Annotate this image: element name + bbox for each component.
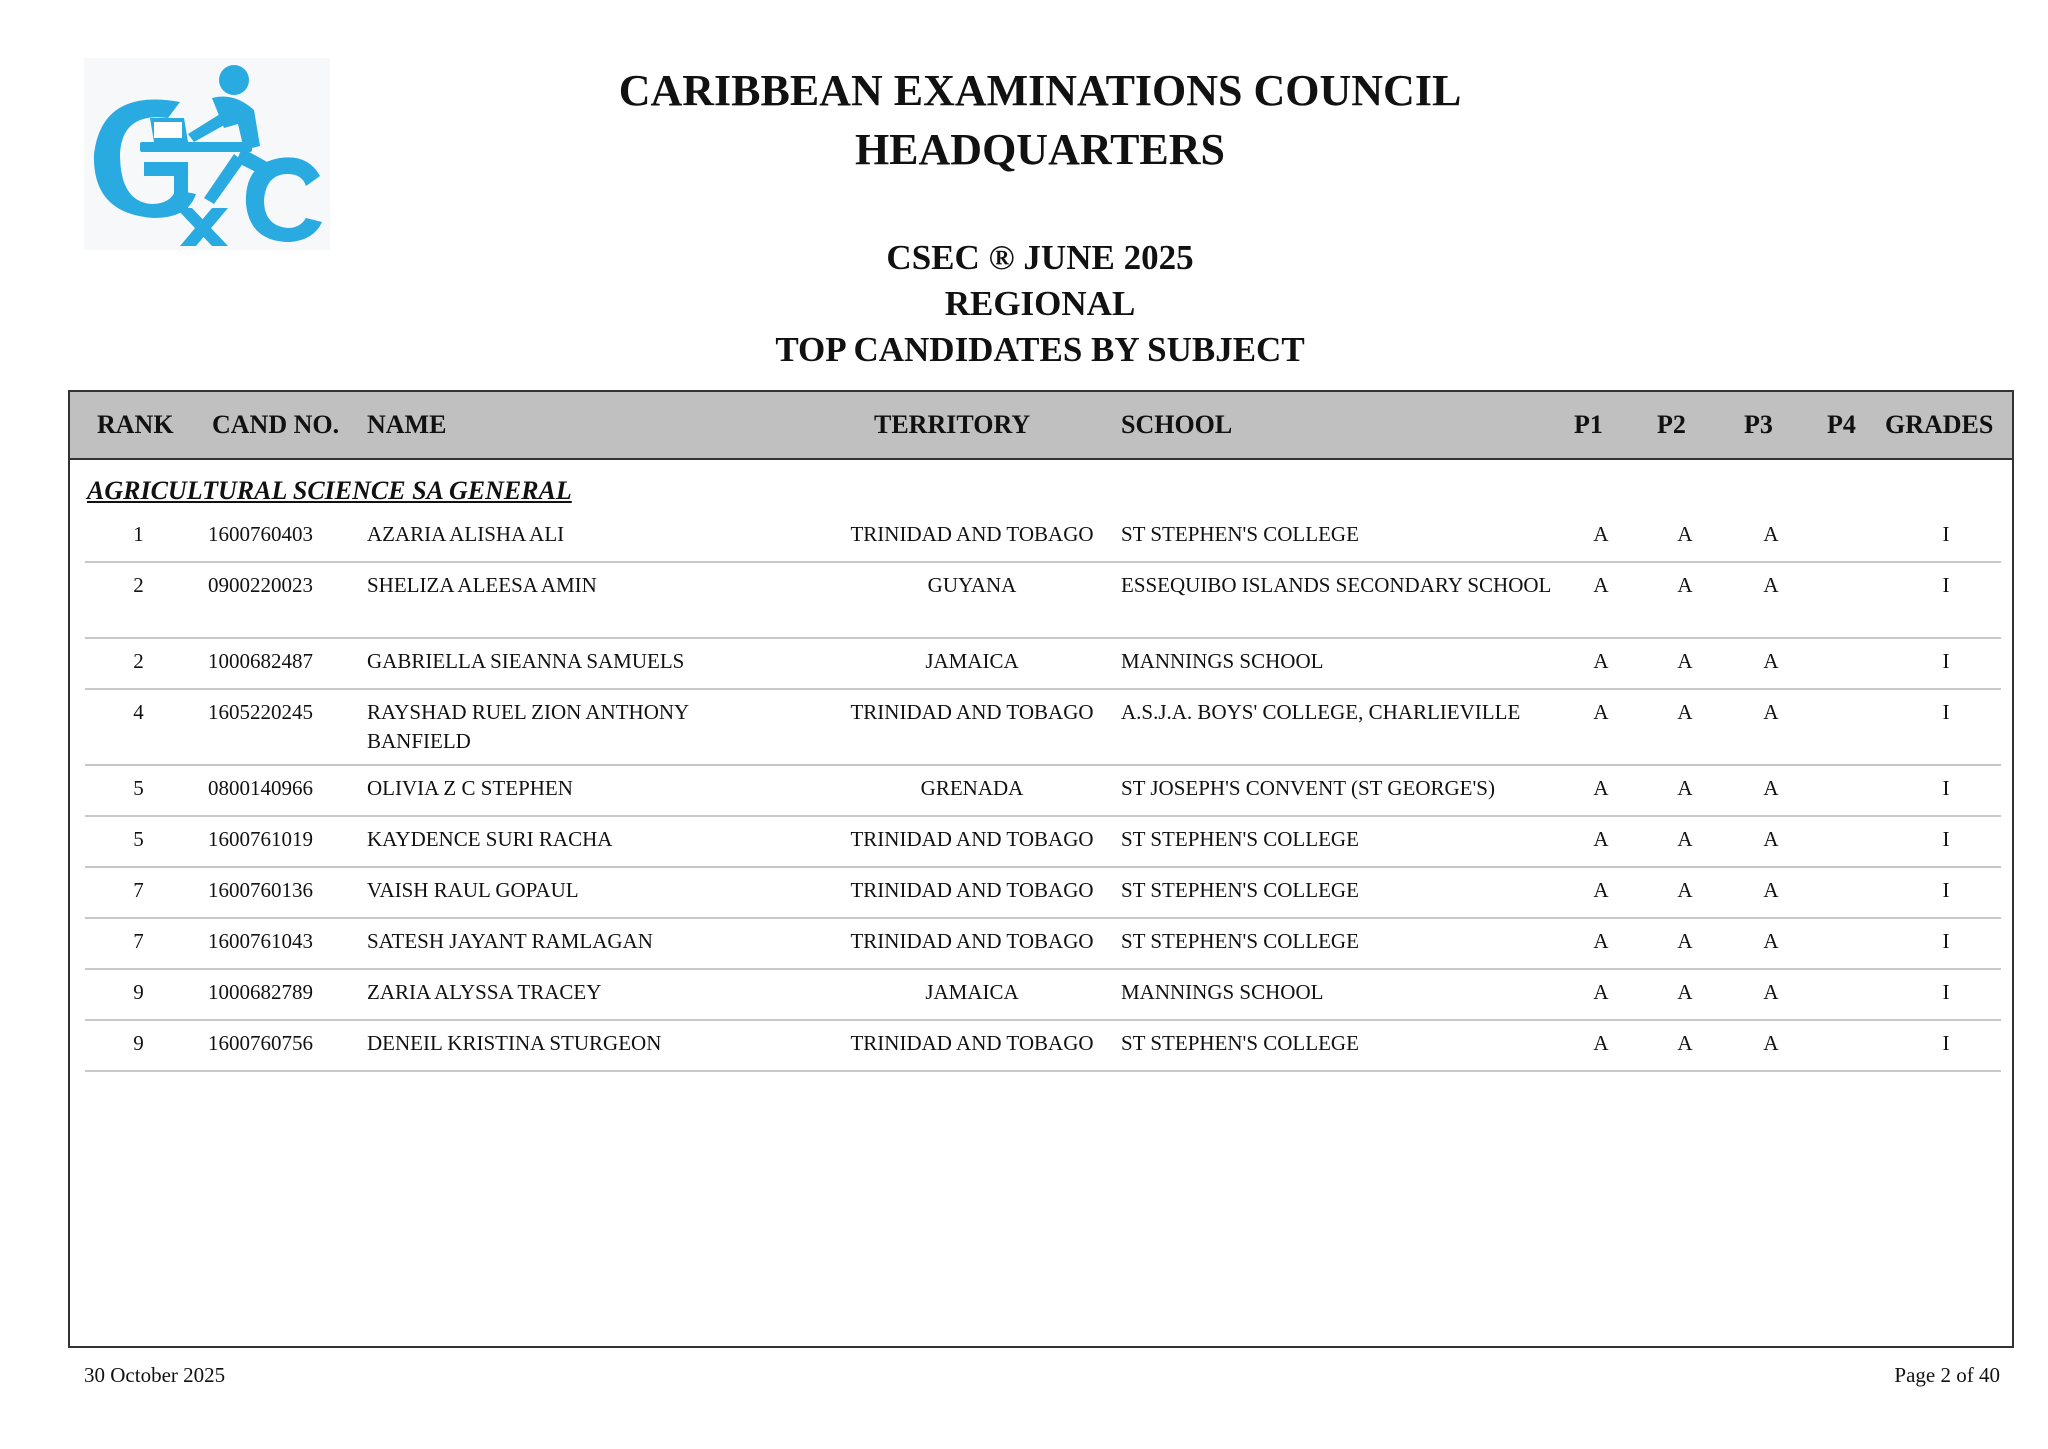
cell-rank: 2 bbox=[133, 649, 144, 673]
col-p3: P3 bbox=[1744, 410, 1773, 439]
cell-p3: A bbox=[1763, 980, 1779, 1004]
cell-p3: A bbox=[1763, 573, 1779, 597]
cell-cand-no: 1600760136 bbox=[208, 878, 313, 902]
cell-grade: I bbox=[1942, 649, 1950, 673]
org-title: CARIBBEAN EXAMINATIONS COUNCIL bbox=[618, 66, 1462, 115]
cell-p3: A bbox=[1763, 1031, 1779, 1055]
cell-p2: A bbox=[1677, 929, 1693, 953]
cell-cand-no: 0900220023 bbox=[208, 573, 313, 597]
cell-territory: TRINIDAD AND TOBAGO bbox=[850, 929, 1094, 953]
cell-school: ST STEPHEN'S COLLEGE bbox=[1121, 522, 1359, 546]
cell-grade: I bbox=[1942, 700, 1950, 724]
cell-name: GABRIELLA SIEANNA SAMUELS bbox=[367, 649, 685, 673]
cell-school: MANNINGS SCHOOL bbox=[1121, 649, 1324, 673]
table-row bbox=[85, 868, 2001, 919]
cell-name: RAYSHAD RUEL ZION ANTHONY BANFIELD bbox=[367, 700, 689, 753]
cell-p3: A bbox=[1763, 700, 1779, 724]
cell-school: A.S.J.A. BOYS' COLLEGE, CHARLIEVILLE bbox=[1121, 700, 1521, 724]
cell-name: AZARIA ALISHA ALI bbox=[367, 522, 565, 546]
cell-p2: A bbox=[1677, 522, 1693, 546]
cell-grade: I bbox=[1942, 929, 1950, 953]
cell-grade: I bbox=[1942, 980, 1950, 1004]
cell-name: ZARIA ALYSSA TRACEY bbox=[367, 980, 602, 1004]
results-table bbox=[68, 390, 2014, 1348]
cell-p2: A bbox=[1677, 980, 1693, 1004]
table-row bbox=[85, 766, 2001, 817]
cell-p2: A bbox=[1677, 573, 1693, 597]
cell-grade: I bbox=[1942, 776, 1950, 800]
cell-territory: TRINIDAD AND TOBAGO bbox=[850, 700, 1094, 724]
cell-school: ST STEPHEN'S COLLEGE bbox=[1121, 929, 1359, 953]
cell-p1: A bbox=[1593, 700, 1609, 724]
subject-heading: AGRICULTURAL SCIENCE SA GENERAL bbox=[87, 476, 572, 505]
page-number: Page 2 of 40 bbox=[1894, 1363, 2000, 1387]
table-row bbox=[85, 563, 2001, 639]
cell-p3: A bbox=[1763, 522, 1779, 546]
cell-p3: A bbox=[1763, 827, 1779, 851]
cell-rank: 7 bbox=[133, 878, 144, 902]
table-row bbox=[85, 919, 2001, 970]
scope-title: REGIONAL bbox=[944, 284, 1136, 323]
cell-school: ST JOSEPH'S CONVENT (ST GEORGE'S) bbox=[1121, 776, 1495, 800]
cell-p1: A bbox=[1593, 573, 1609, 597]
cell-rank: 9 bbox=[133, 1031, 144, 1055]
table-row bbox=[85, 1021, 2001, 1072]
cell-p2: A bbox=[1677, 878, 1693, 902]
cell-cand-no: 1600760403 bbox=[208, 522, 313, 546]
cell-rank: 9 bbox=[133, 980, 144, 1004]
cell-territory: TRINIDAD AND TOBAGO bbox=[850, 827, 1094, 851]
cell-p3: A bbox=[1763, 929, 1779, 953]
cell-school: ST STEPHEN'S COLLEGE bbox=[1121, 827, 1359, 851]
report-date: 30 October 2025 bbox=[84, 1363, 226, 1387]
cell-p1: A bbox=[1593, 980, 1609, 1004]
col-school: SCHOOL bbox=[1121, 410, 1233, 439]
col-grades: GRADES bbox=[1885, 410, 1994, 439]
cell-name: SHELIZA ALEESA AMIN bbox=[367, 573, 597, 597]
table-row bbox=[85, 512, 2001, 563]
cell-p1: A bbox=[1593, 776, 1609, 800]
cell-cand-no: 1000682487 bbox=[208, 649, 313, 673]
cell-p2: A bbox=[1677, 700, 1693, 724]
table-row bbox=[85, 639, 2001, 690]
cell-rank: 7 bbox=[133, 929, 144, 953]
cell-school: ST STEPHEN'S COLLEGE bbox=[1121, 1031, 1359, 1055]
cell-rank: 4 bbox=[133, 700, 144, 724]
cell-p2: A bbox=[1677, 1031, 1693, 1055]
cell-territory: JAMAICA bbox=[925, 649, 1019, 673]
table-row bbox=[85, 970, 2001, 1021]
cell-rank: 5 bbox=[133, 776, 144, 800]
cell-grade: I bbox=[1942, 573, 1950, 597]
report-title: TOP CANDIDATES BY SUBJECT bbox=[775, 330, 1305, 369]
cell-cand-no: 0800140966 bbox=[208, 776, 313, 800]
cell-school: ESSEQUIBO ISLANDS SECONDARY SCHOOL bbox=[1121, 573, 1552, 597]
col-p1: P1 bbox=[1574, 410, 1603, 439]
cell-rank: 1 bbox=[133, 522, 144, 546]
cell-name: OLIVIA Z C STEPHEN bbox=[367, 776, 573, 800]
exam-title: CSEC ® JUNE 2025 bbox=[886, 238, 1194, 277]
cell-grade: I bbox=[1942, 1031, 1950, 1055]
cell-cand-no: 1605220245 bbox=[208, 700, 313, 724]
cell-p1: A bbox=[1593, 878, 1609, 902]
cell-p1: A bbox=[1593, 522, 1609, 546]
cell-cand-no: 1600761019 bbox=[208, 827, 313, 851]
col-name: NAME bbox=[367, 410, 447, 439]
cell-p3: A bbox=[1763, 776, 1779, 800]
cell-grade: I bbox=[1942, 827, 1950, 851]
cell-p2: A bbox=[1677, 649, 1693, 673]
cell-p1: A bbox=[1593, 929, 1609, 953]
table-body bbox=[85, 512, 2001, 1072]
cell-territory: JAMAICA bbox=[925, 980, 1019, 1004]
table-row bbox=[85, 817, 2001, 868]
cell-p1: A bbox=[1593, 827, 1609, 851]
cell-name: SATESH JAYANT RAMLAGAN bbox=[367, 929, 653, 953]
cell-territory: GRENADA bbox=[920, 776, 1024, 800]
col-rank: RANK bbox=[97, 410, 174, 439]
cell-territory: TRINIDAD AND TOBAGO bbox=[850, 1031, 1094, 1055]
cell-cand-no: 1600761043 bbox=[208, 929, 313, 953]
cell-rank: 5 bbox=[133, 827, 144, 851]
cell-name: VAISH RAUL GOPAUL bbox=[367, 878, 579, 902]
cell-p1: A bbox=[1593, 1031, 1609, 1055]
cell-school: ST STEPHEN'S COLLEGE bbox=[1121, 878, 1359, 902]
cell-p2: A bbox=[1677, 827, 1693, 851]
cell-name: KAYDENCE SURI RACHA bbox=[367, 827, 613, 851]
cell-p2: A bbox=[1677, 776, 1693, 800]
col-cand-no: CAND NO. bbox=[212, 410, 340, 439]
cell-territory: GUYANA bbox=[927, 573, 1017, 597]
col-p4: P4 bbox=[1827, 410, 1856, 439]
table-header bbox=[70, 392, 2012, 460]
cell-p1: A bbox=[1593, 649, 1609, 673]
org-subtitle: HEADQUARTERS bbox=[854, 125, 1226, 174]
cell-rank: 2 bbox=[133, 573, 144, 597]
cell-territory: TRINIDAD AND TOBAGO bbox=[850, 522, 1094, 546]
cell-p3: A bbox=[1763, 878, 1779, 902]
table-row bbox=[85, 690, 2001, 766]
cell-name: DENEIL KRISTINA STURGEON bbox=[367, 1031, 662, 1055]
cell-school: MANNINGS SCHOOL bbox=[1121, 980, 1324, 1004]
cell-grade: I bbox=[1942, 878, 1950, 902]
cell-grade: I bbox=[1942, 522, 1950, 546]
cell-cand-no: 1600760756 bbox=[208, 1031, 313, 1055]
cell-cand-no: 1000682789 bbox=[208, 980, 313, 1004]
col-p2: P2 bbox=[1657, 410, 1686, 439]
col-territory: TERRITORY bbox=[874, 410, 1031, 439]
cell-p3: A bbox=[1763, 649, 1779, 673]
cell-territory: TRINIDAD AND TOBAGO bbox=[850, 878, 1094, 902]
